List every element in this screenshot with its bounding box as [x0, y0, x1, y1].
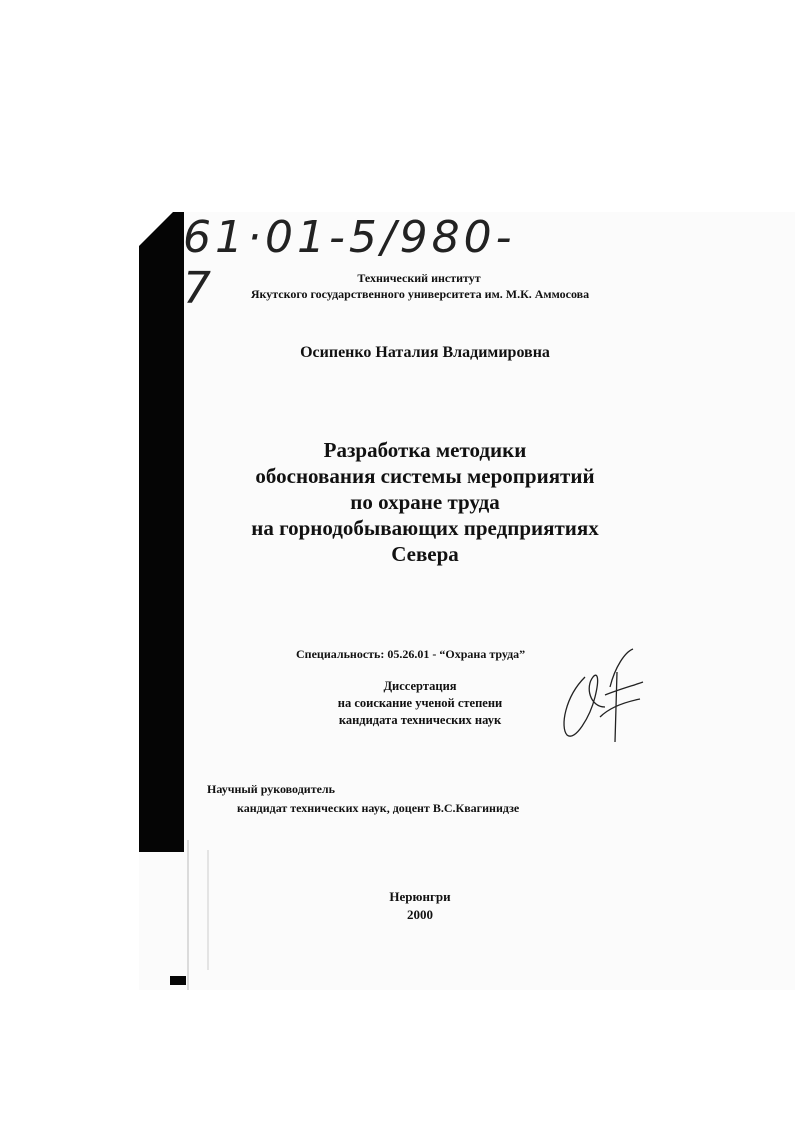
handwritten-catalog-number: 61·01-5/980-7 [183, 212, 516, 314]
specialty: Специальность: 05.26.01 - “Охрана труда” [296, 647, 526, 661]
title-line: по охране труда [350, 490, 500, 514]
supervisor-name: кандидат технических наук, доцент В.С.Квагинидзе [237, 801, 520, 815]
scanned-page [139, 212, 795, 990]
degree-line: на соискание ученой степени [337, 696, 503, 710]
title-line: на горнодобывающих предприятиях [251, 516, 599, 540]
title-line: Севера [391, 542, 459, 566]
scan-edge-bar [139, 212, 184, 852]
handwritten-signature [555, 647, 645, 747]
scan-artifact-lines [186, 840, 210, 990]
title-line: Разработка методики [323, 438, 527, 462]
institute-name: Технический институт [357, 271, 481, 285]
title-line: обоснования системы мероприятий [255, 464, 595, 488]
degree-line: кандидата технических наук [338, 713, 502, 727]
scan-mark [170, 976, 186, 985]
page-corner [139, 212, 173, 246]
year: 2000 [407, 907, 433, 922]
author-name: Осипенко Наталия Владимировна [300, 344, 550, 361]
place-and-year [340, 888, 500, 924]
university-name: Якутского государственного университета им. М.К. Аммосова [250, 287, 590, 301]
supervisor-label: Научный руководитель [207, 782, 335, 796]
city-name: Нерюнгри [389, 889, 451, 904]
dissertation-label: Диссертация [383, 679, 457, 693]
dissertation-title [200, 437, 650, 567]
dissertation-block [260, 678, 580, 729]
